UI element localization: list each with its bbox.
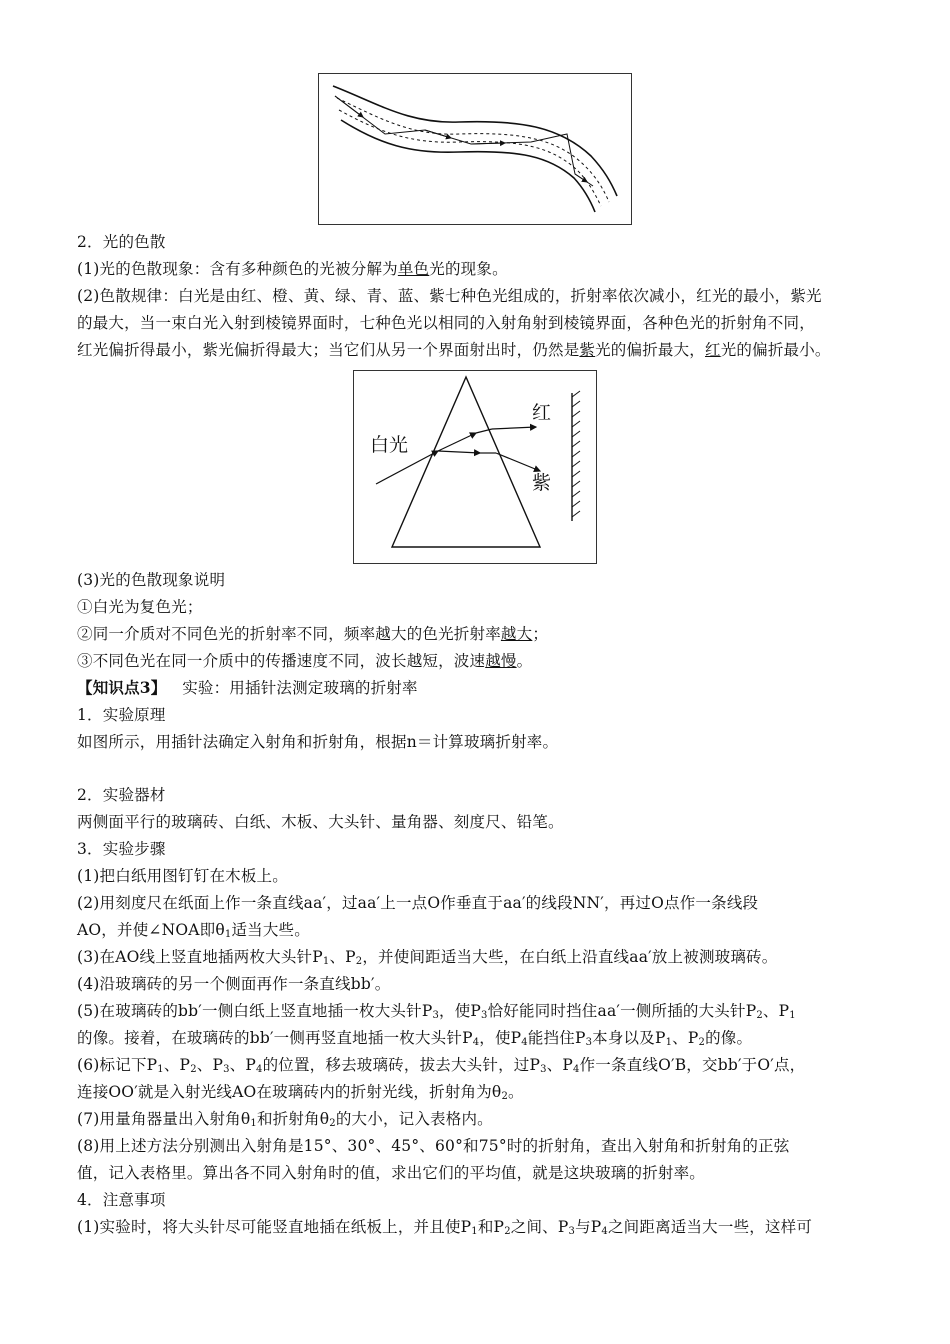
paragraph: 的最大，当一束白光入射到棱镜界面时，七种色光以相同的入射角射到棱镜界面，各种色光的折射角不同， (77, 314, 815, 332)
label-purple: 紫 (532, 472, 552, 494)
section-heading: 4．注意事项 (77, 1191, 166, 1209)
section-heading: 3．实验步骤 (77, 840, 166, 858)
list-item: ①白光为复色光； (77, 598, 203, 616)
step-item: 值，记入表格里。算出各不同入射角时的值，求出它们的平均值，就是这块玻璃的折射率。 (77, 1164, 706, 1182)
step-item: (2)用刻度尺在纸面上作一条直线aa′，过aa′上一点O作垂直于aa′的线段NN′，再过O点作一条线段 (77, 894, 759, 912)
paragraph: 两侧面平行的玻璃砖、白纸、木板、大头针、量角器、刻度尺、铅笔。 (77, 813, 564, 831)
step-item: (3)在AO线上竖直地插两枚大头针$P_1$、$P_2$，并使间距适当大些，在白纸上沿直线aa′放上被测玻璃砖。 (77, 948, 778, 967)
optical-fiber-diagram (319, 74, 631, 224)
label-red: 红 (532, 402, 552, 424)
step-item: (1)把白纸用图钉钉在木板上。 (77, 867, 288, 885)
list-item: ②同一介质对不同色光的折射率不同，频率越大的色光折射率越大； (77, 625, 549, 643)
step-item: (5)在玻璃砖的bb′一侧白纸上竖直地插一枚大头针$P_3$，使$P_3$恰好能同时挡住aa′一侧所插的大头针$P_2$、$P_1$ (77, 1002, 796, 1021)
section-heading: 2．实验器材 (77, 786, 166, 804)
step-item: (6)标记下$P_1$、$P_2$、$P_3$、$P_4$的位置，移去玻璃砖，拔去大头针，过$P_3$、$P_4$作一条直线O′B，交bb′于O′点， (77, 1056, 806, 1075)
step-item: AO，并使∠NOA即$\theta_1$适当大些。 (77, 921, 310, 940)
list-item: ③不同色光在同一介质中的传播速度不同，波长越短，波速越慢。 (77, 652, 533, 670)
prism-dispersion-figure (353, 370, 597, 564)
paragraph: (2)色散规律：白光是由红、橙、黄、绿、青、蓝、紫七种色光组成的，折射率依次减小，红光的最小，紫光 (77, 287, 822, 305)
step-item: 的像。接着，在玻璃砖的bb′一侧再竖直地插一枚大头针$P_4$，使$P_4$能挡住$P_3$本身以及$P_1$、$P_2$的像。 (77, 1029, 753, 1048)
step-item: (8)用上述方法分别测出入射角是15°、30°、45°、60°和75°时的折射角，查出入射角和折射角的正弦 (77, 1137, 790, 1155)
label-white-light: 白光 (370, 434, 409, 456)
paragraph: (1)光的色散现象：含有多种颜色的光被分解为单色光的现象。 (77, 260, 508, 278)
step-item: (4)沿玻璃砖的另一个侧面再作一条直线bb′。 (77, 975, 391, 993)
note-item: (1)实验时，将大头针尽可能竖直地插在纸板上，并且使$P_1$和$P_2$之间、$P_3$与$P_4$之间距离适当大一些，这样可 (77, 1218, 813, 1237)
knowledge-point-heading: 【知识点3】 实验：用插针法测定玻璃的折射率 (77, 678, 418, 697)
step-item: (7)用量角器量出入射角$\theta_1$和折射角$\theta_2$的大小，记入表格内。 (77, 1110, 493, 1129)
section-heading: 1．实验原理 (77, 706, 166, 724)
step-item: 连接OO′就是入射光线AO在玻璃砖内的折射光线，折射角为$\theta_2$。 (77, 1083, 524, 1102)
paragraph: 红光偏折得最小，紫光偏折得最大；当它们从另一个界面射出时，仍然是紫光的偏折最大，红光的偏折最小。 (77, 341, 831, 359)
section-heading: 2．光的色散 (77, 233, 166, 251)
paragraph: (3)光的色散现象说明 (77, 571, 226, 589)
prism-diagram (354, 371, 596, 563)
paragraph: 如图所示，用插针法确定入射角和折射角，根据n＝计算玻璃折射率。 (77, 733, 559, 751)
optical-fiber-figure (318, 73, 632, 225)
